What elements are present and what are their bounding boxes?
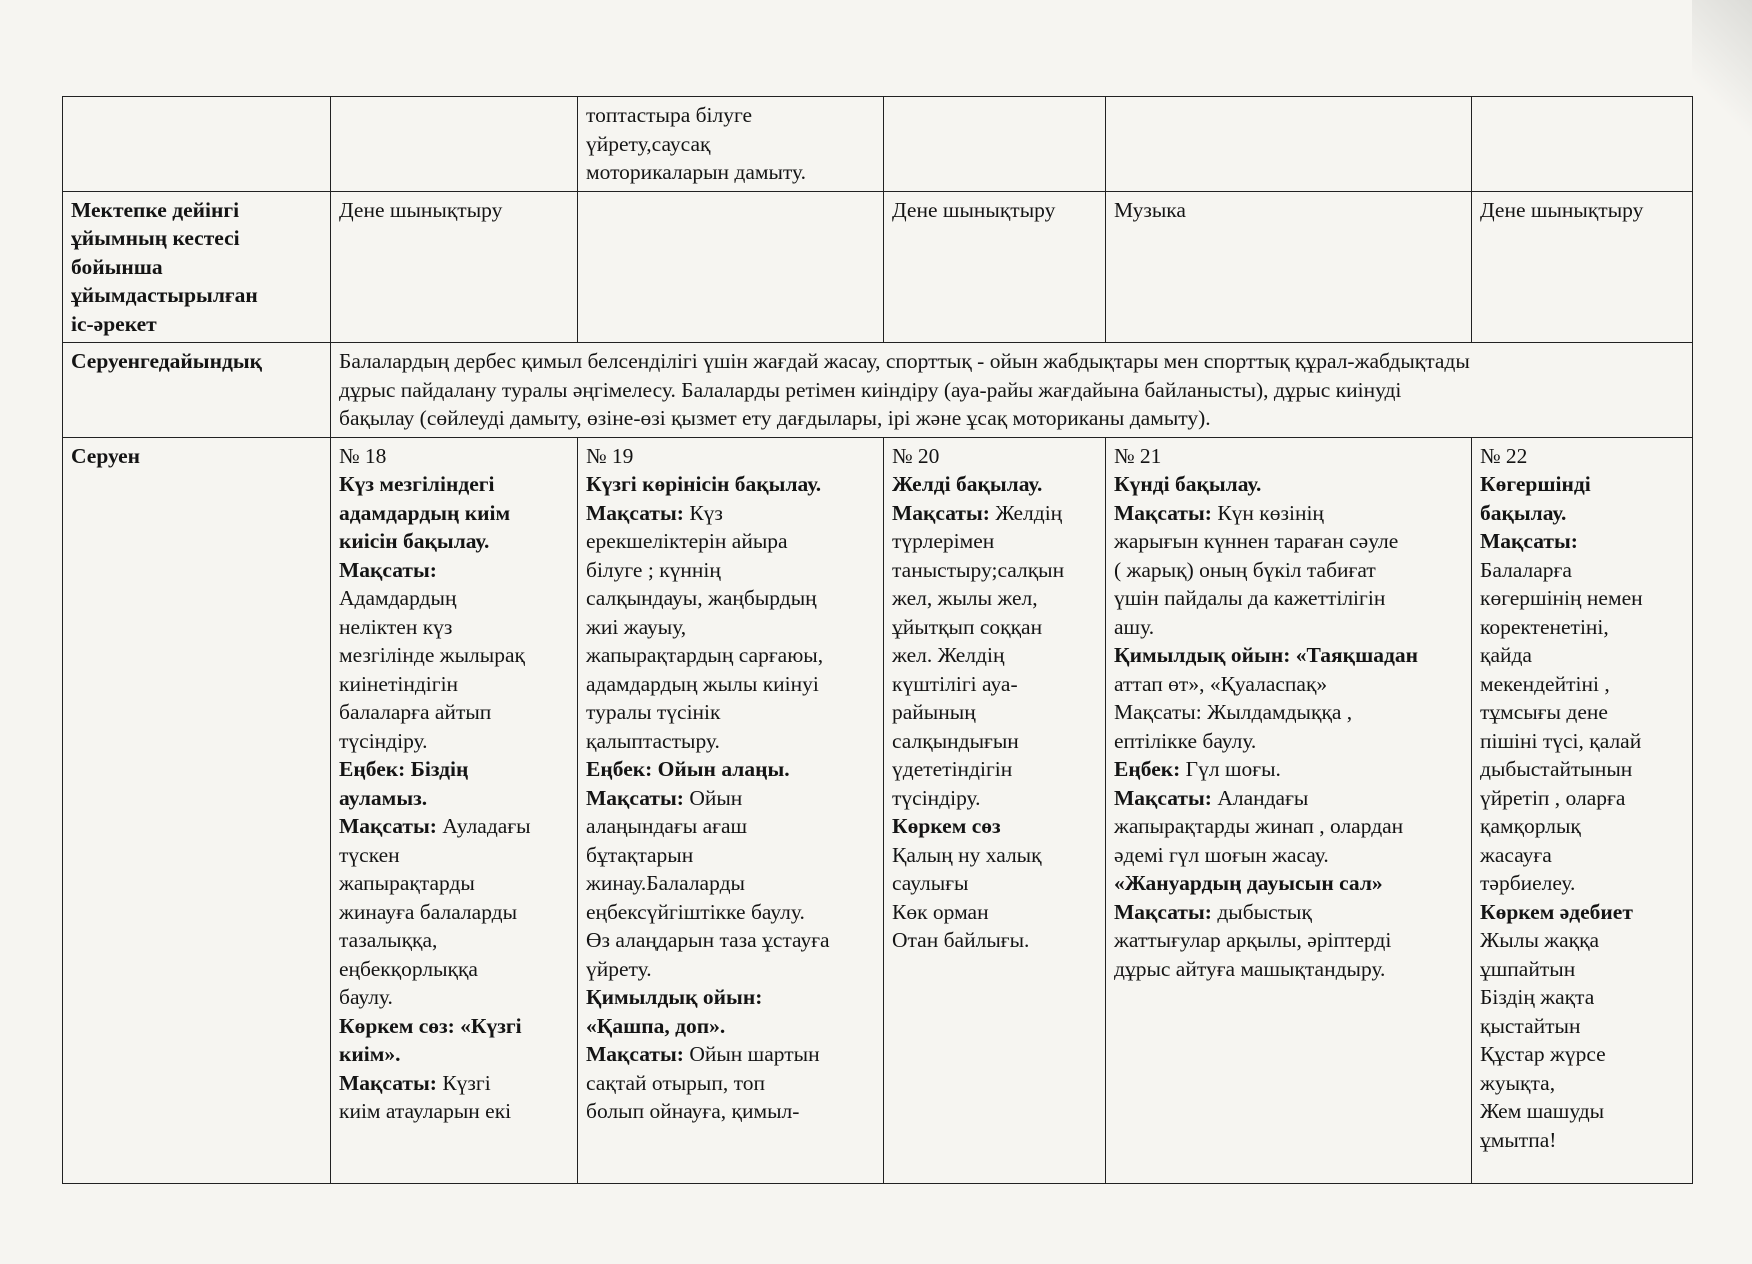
cell-text-line: жинау.Балаларды: [586, 871, 745, 895]
cell-text-line: баулу.: [339, 985, 393, 1009]
cell-text-line: көгершінің немен: [1480, 586, 1643, 610]
cell-text-line: киінетіндігін: [339, 671, 459, 696]
lead-rest: Ойын: [683, 785, 743, 810]
cell-text-line: Жылы жаққа: [1480, 928, 1600, 952]
cell-text-line: [1114, 784, 1463, 813]
cell-text-line: пішіні түсі, қалай: [1480, 728, 1642, 753]
cell-text-line: еңбекқорлыққа: [339, 956, 478, 981]
cell-text-line: неліктен күз: [339, 614, 453, 639]
cell-text-line: туралы түсінік: [586, 700, 721, 724]
table-row-walk-prep: [63, 343, 1693, 438]
cell-text-line: Көркем сөз: «Күзгі: [339, 1013, 522, 1038]
walk-label: [63, 437, 331, 1184]
school-activity-day1: [331, 191, 578, 343]
cell-text-line: үдететіндігін: [892, 757, 1013, 781]
cell-text-line: киім атауларын екі: [339, 1099, 512, 1123]
cell-text-line: Желді бақылау.: [892, 472, 1043, 496]
top-cell-day5: [1472, 97, 1693, 192]
cell-text-line: [892, 499, 1097, 528]
cell-text-line: ептілікке баулу.: [1114, 728, 1257, 753]
lead-rest: Күн көзінің: [1211, 500, 1324, 525]
table-row-top: [63, 97, 1693, 192]
cell-text-line: түсіндіру.: [339, 728, 428, 753]
cell-text-line: Біздің жақта: [1480, 985, 1595, 1009]
cell-text-line: бұтақтарын: [586, 842, 694, 867]
cell-text-line: еңбексүйгіштікке баулу.: [586, 899, 805, 924]
cell-text-line: ауламыз.: [339, 785, 428, 810]
cell-text-line: киісін бақылау.: [339, 529, 490, 553]
bold-lead: Мақсаты:: [339, 814, 437, 838]
cell-text-line: № 20: [892, 443, 940, 468]
cell-text-line: Еңбек: Ойын алаңы.: [586, 757, 790, 781]
activity-text: Музыка: [1114, 197, 1186, 222]
top-text-line: топтастыра білуге: [586, 103, 753, 127]
prep-line: дұрыс пайдалану туралы әңгімелесу. Балаларды ретімен киіндіру (ауа-райы жағдайына байланысты), дұрыс киінуді: [339, 377, 1402, 402]
lead-rest: Ойын шартын: [683, 1042, 820, 1066]
cell-text-line: ашу.: [1114, 614, 1155, 639]
cell-text-line: Күзгі көрінісін бақылау.: [586, 472, 822, 496]
cell-text-line: дыбыстайтынын: [1480, 757, 1633, 781]
lead-rest: Күз: [683, 500, 723, 525]
cell-text-line: [339, 1069, 569, 1098]
walk-prep-text: [331, 343, 1693, 438]
cell-text-line: № 19: [586, 443, 634, 468]
cell-text-line: Күнді бақылау.: [1114, 472, 1262, 496]
label-line: ұйымның кестесі: [71, 226, 240, 250]
weekly-plan-table: [62, 96, 1693, 1184]
cell-text-line: түрлерімен: [892, 529, 995, 553]
top-text-line: үйрету,саусақ: [586, 131, 711, 156]
cell-text-line: коректенетіні,: [1480, 614, 1609, 639]
cell-text-line: Қимылдық ойын:: [586, 985, 763, 1009]
activity-text: Дене шынықтыру: [1480, 197, 1644, 222]
table-row-school-activity: [63, 191, 1693, 343]
cell-text-line: Қимылдық ойын: «Таяқшадан: [1114, 643, 1418, 667]
lead-rest: Күзгі: [436, 1070, 491, 1095]
cell-text-line: салқындығын: [892, 728, 1019, 753]
cell-text-line: [586, 784, 875, 813]
cell-text-line: ұшпайтын: [1480, 956, 1576, 981]
cell-text-line: Адамдардың: [339, 586, 457, 610]
table-row-walk: [63, 437, 1693, 1184]
cell-text-line: жапырақтарды: [339, 871, 475, 895]
cell-text-line: ерекшеліктерін айыра: [586, 529, 788, 553]
cell-text-line: [339, 812, 569, 841]
cell-text-line: таныстыру;салқын: [892, 557, 1065, 582]
cell-text-line: [1114, 755, 1463, 784]
cell-text-line: тазалыққа,: [339, 928, 438, 952]
bold-lead: Мақсаты:: [586, 500, 684, 525]
cell-text-line: алаңындағы ағаш: [586, 814, 748, 838]
cell-text-line: жинауға балаларды: [339, 899, 518, 924]
cell-text-line: аттап өт», «Қуаласпақ»: [1114, 671, 1328, 696]
cell-text-line: № 18: [339, 443, 387, 468]
cell-text-line: қайда: [1480, 643, 1532, 667]
cell-text-line: Қалың ну халық: [892, 842, 1042, 867]
cell-text-line: әдемі гүл шоғын жасау.: [1114, 842, 1329, 867]
lead-rest: дыбыстық: [1211, 899, 1312, 924]
cell-text-line: киім».: [339, 1042, 401, 1066]
activity-text: Дене шынықтыру: [892, 197, 1056, 222]
cell-text-line: үйретіп , оларға: [1480, 785, 1626, 810]
cell-text-line: [586, 1040, 875, 1069]
bold-lead: Мақсаты:: [1114, 899, 1212, 924]
lead-rest: Желдің: [989, 500, 1063, 525]
school-activity-day4: [1106, 191, 1472, 343]
label-line: іс-әрекет: [71, 311, 157, 336]
cell-text-line: Көркем әдебиет: [1480, 899, 1633, 924]
cell-text-line: Мақсаты:: [339, 557, 437, 582]
walk-day3: [884, 437, 1106, 1184]
label-line: Мектепке дейінгі: [71, 197, 240, 222]
cell-text-line: жиі жауыу,: [586, 614, 687, 639]
bold-lead: Мақсаты:: [339, 1070, 437, 1095]
school-activity-label: [63, 191, 331, 343]
cell-text-line: Балаларға: [1480, 557, 1572, 582]
cell-text-line: қамқорлық: [1480, 814, 1581, 838]
cell-text-line: адамдардың жылы киінуі: [586, 671, 819, 696]
cell-text-line: Мақсаты: Жылдамдыққа ,: [1114, 700, 1353, 724]
cell-text-line: Отан байлығы.: [892, 928, 1030, 952]
cell-text-line: бақылау.: [1480, 500, 1567, 525]
cell-text-line: сақтай отырып, топ: [586, 1070, 766, 1095]
cell-text-line: түсіндіру.: [892, 785, 981, 810]
cell-text-line: [1114, 898, 1463, 927]
cell-text-line: жарығын күннен тараған сәуле: [1114, 529, 1399, 553]
cell-text-line: мекендейтіні ,: [1480, 671, 1610, 696]
cell-text-line: адамдардың киім: [339, 500, 511, 525]
cell-text-line: тұмсығы дене: [1480, 700, 1608, 724]
bold-lead: Мақсаты:: [586, 785, 684, 810]
school-activity-day5: [1472, 191, 1693, 343]
prep-line: бақылау (сөйлеуді дамыту, өзіне-өзі қызмет ету дағдылары, ірі және ұсақ моториканы дамыту).: [339, 406, 1211, 430]
cell-text-line: жапырақтарды жинап , олардан: [1114, 814, 1404, 838]
cell-text-line: «Жануардың дауысын сал»: [1114, 871, 1383, 895]
cell-text-line: Көгершінді: [1480, 472, 1591, 496]
cell-text-line: салқындауы, жаңбырдың: [586, 586, 817, 610]
school-activity-day2: [578, 191, 884, 343]
cell-text-line: Көркем сөз: [892, 814, 1001, 838]
cell-text-line: болып ойнауға, қимыл-: [586, 1099, 800, 1123]
cell-text-line: [1114, 499, 1463, 528]
lead-rest: Ауладағы: [436, 814, 531, 838]
cell-text-line: түскен: [339, 842, 400, 867]
cell-text-line: «Қашпа, доп».: [586, 1013, 726, 1038]
cell-text-line: жаттығулар арқылы, әріптерді: [1114, 928, 1392, 952]
cell-text-line: дұрыс айтуға машықтандыру.: [1114, 956, 1386, 981]
cell-text-line: [586, 499, 875, 528]
cell-text-line: қалыптастыру.: [586, 728, 720, 753]
prep-line: Балалардың дербес қимыл белсенділігі үшін жағдай жасау, спорттық - ойын жабдықтары мен спорттық құрал-жабдықтады: [339, 349, 1470, 373]
cell-text-line: Жем шашуды: [1480, 1099, 1605, 1123]
school-activity-day3: [884, 191, 1106, 343]
cell-text-line: жуықта,: [1480, 1070, 1556, 1095]
cell-text-line: райының: [892, 700, 976, 724]
cell-text-line: № 22: [1480, 443, 1528, 468]
cell-text-line: жел, жылы жел,: [892, 586, 1038, 610]
cell-text-line: қыстайтын: [1480, 1013, 1581, 1038]
cell-text-line: ұйытқып соққан: [892, 614, 1043, 639]
label-text: Серуенгедайындық: [71, 349, 263, 373]
top-cell-day3: [884, 97, 1106, 192]
cell-text-line: жел. Желдің: [892, 643, 1005, 667]
cell-text-line: Күз мезгіліндегі: [339, 472, 495, 496]
bold-lead: Мақсаты:: [1114, 785, 1212, 810]
bold-lead: Мақсаты:: [892, 500, 990, 525]
cell-text-line: ұмытпа!: [1480, 1127, 1557, 1152]
cell-text-line: үйрету.: [586, 956, 652, 981]
cell-text-line: № 21: [1114, 443, 1162, 468]
cell-text-line: Құстар жүрсе: [1480, 1042, 1606, 1066]
page-corner-shadow: [1692, 0, 1752, 140]
cell-text-line: жасауға: [1480, 842, 1552, 867]
walk-day4: [1106, 437, 1472, 1184]
cell-text-line: білуге ; күннің: [586, 557, 721, 582]
top-cell-label: [63, 97, 331, 192]
cell-text-line: Мақсаты:: [1480, 529, 1578, 553]
cell-text-line: Өз алаңдарын таза ұстауға: [586, 928, 830, 952]
top-text-line: моторикаларын дамыту.: [586, 160, 807, 184]
bold-lead: Еңбек:: [1114, 757, 1181, 781]
lead-rest: Аландағы: [1211, 785, 1309, 810]
cell-text-line: жапырақтардың сарғаюы,: [586, 643, 824, 667]
walk-day2: [578, 437, 884, 1184]
top-cell-day2: [578, 97, 884, 192]
label-line: бойынша: [71, 254, 163, 279]
label-text: Серуен: [71, 443, 141, 468]
walk-day1: [331, 437, 578, 1184]
cell-text-line: Көк орман: [892, 899, 989, 924]
cell-text-line: тәрбиелеу.: [1480, 871, 1576, 895]
cell-text-line: үшін пайдалы да кажеттілігін: [1114, 586, 1386, 610]
cell-text-line: саулығы: [892, 871, 969, 895]
activity-text: Дене шынықтыру: [339, 197, 503, 222]
lead-rest: Гүл шоғы.: [1180, 757, 1281, 781]
cell-text-line: күштілігі ауа-: [892, 671, 1018, 696]
top-cell-day4: [1106, 97, 1472, 192]
label-line: ұйымдастырылған: [71, 283, 258, 307]
walk-day5: [1472, 437, 1693, 1184]
cell-text-line: ( жарық) оның бүкіл табиғат: [1114, 557, 1376, 582]
walk-prep-label: [63, 343, 331, 438]
cell-text-line: Еңбек: Біздің: [339, 757, 469, 781]
top-cell-day1: [331, 97, 578, 192]
bold-lead: Мақсаты:: [1114, 500, 1212, 525]
cell-text-line: балаларға айтып: [339, 700, 492, 724]
bold-lead: Мақсаты:: [586, 1042, 684, 1066]
cell-text-line: мезгілінде жылырақ: [339, 643, 525, 667]
